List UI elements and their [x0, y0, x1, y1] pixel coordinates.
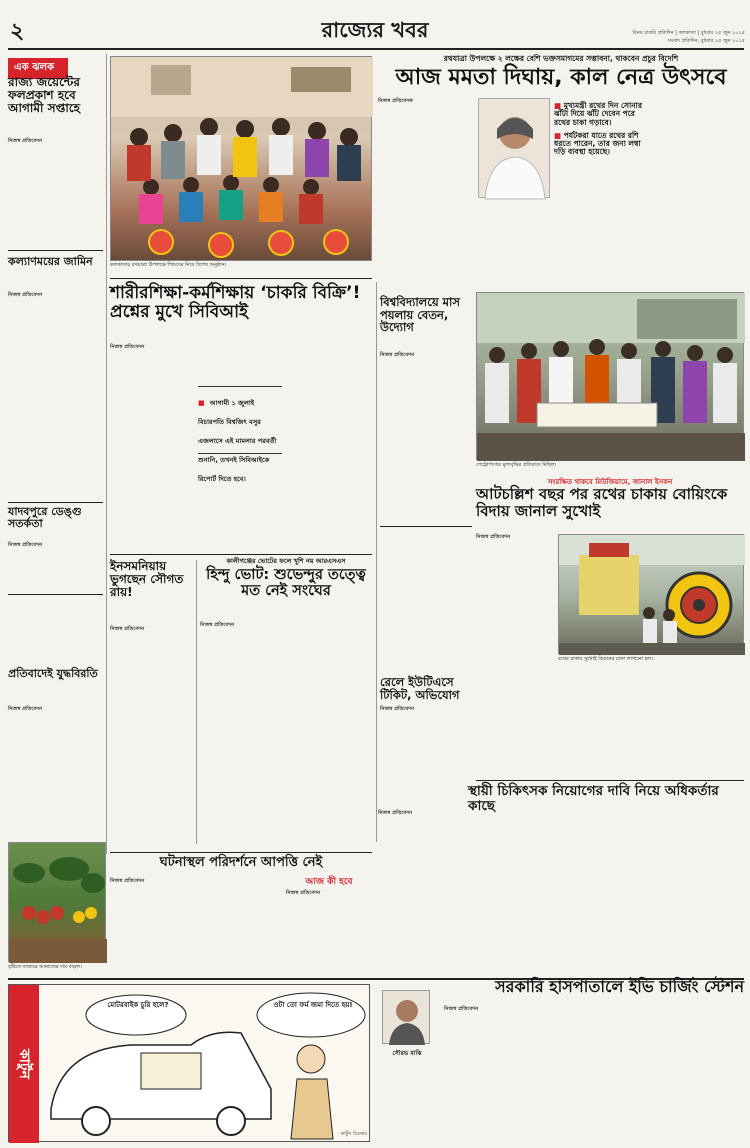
cartoon-credit: কার্টুন চিত্রকর	[340, 1131, 367, 1137]
photo-illustration	[111, 57, 373, 262]
cartoon-illustration	[41, 989, 371, 1139]
cbi-body	[198, 344, 282, 384]
byline: নিজস্ব প্রতিবেদন	[110, 626, 145, 632]
sukhoi-body	[622, 670, 682, 776]
divider	[380, 526, 472, 527]
lead-body	[378, 98, 473, 326]
story-body	[8, 542, 103, 594]
photo-illustration	[477, 293, 745, 461]
rail-headline: রেলে ইউটিএসে টিকিট, অভিযোগ	[380, 675, 460, 702]
photo-caption: বৃষ্টিতে বাজারে আনাজের দাম বাড়ল।	[8, 964, 82, 970]
photo-illustration	[559, 535, 745, 655]
rss-kicker: কালীগঞ্জের ভোটের ফলে খুশি নয় আরএসএস	[226, 557, 346, 565]
story-body	[8, 292, 103, 498]
byline: নিজস্ব প্রতিবেদন	[110, 878, 145, 884]
left-column	[8, 54, 103, 594]
callout-text: আগামী ১ জুলাই বিচারপতি বিশ্বজিৎ বসুর এজলাসে এই মামলার পরবর্তী শুনানি, তখনই সিবিআইকে রিপোর্ট দিতে হবে।	[198, 399, 277, 483]
ev-body	[544, 1006, 640, 1142]
sukhoi-body	[558, 670, 618, 776]
sukhoi-story	[476, 476, 744, 776]
masthead	[0, 0, 750, 50]
divider	[8, 502, 103, 503]
cbi-body	[286, 344, 372, 552]
rath-wheel-photo	[558, 534, 744, 654]
today-body	[286, 890, 372, 976]
byline: নিজস্ব প্রতিবেদন	[8, 292, 43, 298]
today-headline: আজ কী হবে	[305, 877, 353, 887]
lead-story	[378, 54, 744, 326]
ev-headline: সরকারি হাসপাতালে ইভি চার্জিং স্টেশন	[495, 977, 744, 996]
sukhoi-body	[684, 670, 744, 776]
section-tag: এক ঝলক	[8, 58, 68, 79]
sukhoi-headline: আটচল্লিশ বছর পর রথের চাকায় বোয়িংকে বিদায় জানাল সুখোই	[476, 485, 728, 520]
byline: নিজস্ব প্রতিবেদন	[476, 534, 511, 540]
author-photo	[382, 990, 430, 1044]
cbi-headline: শারীরশিক্ষা-কর্মশিক্ষায় ‘চাকরি বিক্রি’! প্রশ্নের মুখে সিবিআই	[110, 283, 361, 322]
story-headline: রাজ্য জয়েন্টের ফলপ্রকাশ হবে আগামী সপ্তাহে	[8, 75, 81, 116]
cbi-body	[198, 458, 282, 552]
byline: নিজস্ব প্রতিবেদন	[110, 344, 145, 350]
sukhoi-body	[476, 534, 554, 704]
section-title: রাজ্যের খবর	[321, 17, 429, 42]
insomnia-story	[110, 560, 194, 844]
photo-caption: রথের চাকায় সুখোই বিমানের চাকা লাগানো হল।	[558, 656, 653, 662]
byline: নিজস্ব প্রতিবেদন	[378, 810, 413, 816]
site-visit-headline: ঘটনাস্থল পরিদর্শনে আপত্তি নেই	[159, 855, 323, 870]
ev-story	[444, 977, 744, 1142]
author-name: সৌরভ মাঝি	[392, 1050, 422, 1057]
cartoon-bubble: মোটরবাইক চুরি হলে?	[107, 1001, 169, 1009]
byline: নিজস্ব প্রতিবেদন	[200, 622, 235, 628]
byline: নিজস্ব প্রতিবেদন	[8, 138, 43, 144]
cartoon-bubble: ওটা তো ফর্ম জমা দিতে হয়!	[273, 1001, 353, 1009]
bullet-text: মুখ্যমন্ত্রী রথের দিন সোনার ঝাঁটা দিয়ে ঝাঁট দেবেন পরে রথের চাকা গড়াবে।	[554, 101, 642, 127]
byline: নিজস্ব প্রতিবেদন	[8, 706, 43, 712]
story-headline: কল্যাণময়ের জামিন	[8, 255, 93, 268]
lead-kicker: রথযাত্রা উপলক্ষে ২ লক্ষের বেশি ভক্তসমাগমের সম্ভাবনা, থাকবেন প্রচুর বিদেশি	[443, 54, 679, 63]
children-group-photo	[110, 56, 372, 261]
column-body	[374, 1060, 440, 1142]
lead-headline: আজ মমতা দিঘায়, কাল নেত্র উৎসবে	[395, 65, 727, 90]
column-rule	[196, 560, 197, 844]
divider	[8, 594, 103, 595]
rss-body	[288, 622, 372, 846]
bullet-icon: ■	[198, 399, 205, 407]
doctor-body	[564, 810, 652, 904]
byline: নিজস্ব প্রতিবেদন	[380, 706, 415, 712]
site-visit-body	[198, 878, 282, 976]
divider	[110, 554, 372, 555]
ev-body	[648, 1006, 744, 1142]
photo-caption: কলকাতার রথযাত্রা উপলক্ষে শিশুদের নিয়ে বিশেষ অনুষ্ঠান।	[110, 262, 227, 268]
bullet-icon: ■	[554, 130, 562, 140]
date-line: সংবাদ প্রতিদিন, বুধবার ২৫ জুন ২০২৫	[667, 38, 745, 44]
story-headline: যাদবপুরে ডেঙ্গু সতর্কতা	[8, 505, 82, 531]
columnist-box	[374, 984, 440, 1142]
insomnia-body	[110, 626, 194, 844]
vegetable-photo	[8, 842, 106, 962]
column-rule	[106, 54, 107, 854]
photo-illustration	[9, 843, 107, 963]
university-body	[380, 352, 472, 522]
site-visit-body	[110, 878, 194, 976]
today-box	[286, 878, 372, 976]
cbi-body	[110, 344, 194, 552]
left-column-lower	[8, 594, 103, 834]
site-visit-story	[110, 856, 372, 976]
doctor-body	[378, 810, 468, 904]
byline: নিজস্ব প্রতিবেদক	[378, 98, 413, 104]
doctor-body	[656, 810, 744, 904]
insomnia-headline: ইনসমনিয়ায় ভুগছেন সৌগত রায়!	[110, 559, 184, 600]
cartoon-label: কার্টুন	[9, 985, 39, 1143]
university-headline: বিশ্ববিদ্যালয়ে মাস পয়লায় বেতন, উদ্যোগ	[380, 295, 460, 335]
divider	[8, 250, 103, 251]
rally-photo	[476, 292, 744, 460]
story-body	[8, 138, 103, 246]
byline: নিজস্ব প্রতিবেদন	[286, 889, 321, 896]
paper-info: বিনয় চাকরি প্রতিদিন | কলকাতা | বুধবার ২৫ জুন ২০২৫	[632, 30, 745, 36]
rss-story	[200, 556, 372, 852]
rss-headline: হিন্দু ভোট: শুভেন্দুর তত্ত্বে মত নেই সংঘের	[206, 567, 366, 599]
doctor-body	[472, 810, 560, 904]
mamata-portrait	[478, 98, 550, 198]
sukhoi-kicker: সংরক্ষিত থাকবে মিউজিয়ামে, জানাল ইসকন	[547, 478, 673, 486]
university-story	[380, 296, 472, 522]
cbi-callout	[198, 386, 282, 483]
divider	[110, 278, 372, 279]
story-headline: প্রতিবাদেই যুদ্ধবিরতি	[8, 667, 98, 680]
column-rule	[376, 282, 377, 842]
page-number: ২	[10, 18, 25, 44]
byline: নিজস্ব প্রতিবেদন	[8, 542, 43, 548]
doctor-story	[378, 784, 744, 904]
portrait-illustration	[479, 99, 551, 199]
masthead-rule	[8, 48, 744, 50]
bullet-text: পর্যটকরা যাতে রথের রশি ধরতে পারেন, তার জন্য লম্বা দড়ি ব্যবস্থা হয়েছে।	[554, 130, 641, 157]
cartoon-strip	[8, 984, 370, 1142]
divider	[110, 852, 372, 853]
byline: নিজস্ব প্রতিবেদন	[444, 1006, 479, 1012]
avatar	[383, 991, 431, 1045]
byline: নিজস্ব প্রতিবেদন	[380, 352, 415, 358]
story-body	[8, 706, 103, 834]
divider	[476, 780, 744, 781]
ev-body	[444, 1006, 540, 1142]
cbi-story	[110, 282, 372, 552]
doctor-headline: স্থায়ী চিকিৎসক নিয়োগের দাবি নিয়ে অধিকর্তার কাছে	[468, 783, 719, 814]
rss-body	[200, 622, 284, 846]
bullet-icon: ■	[554, 101, 562, 110]
photo-caption: পেট্রোপণ্যের মূল্যবৃদ্ধির প্রতিবাদে মিছিল।	[476, 462, 557, 468]
